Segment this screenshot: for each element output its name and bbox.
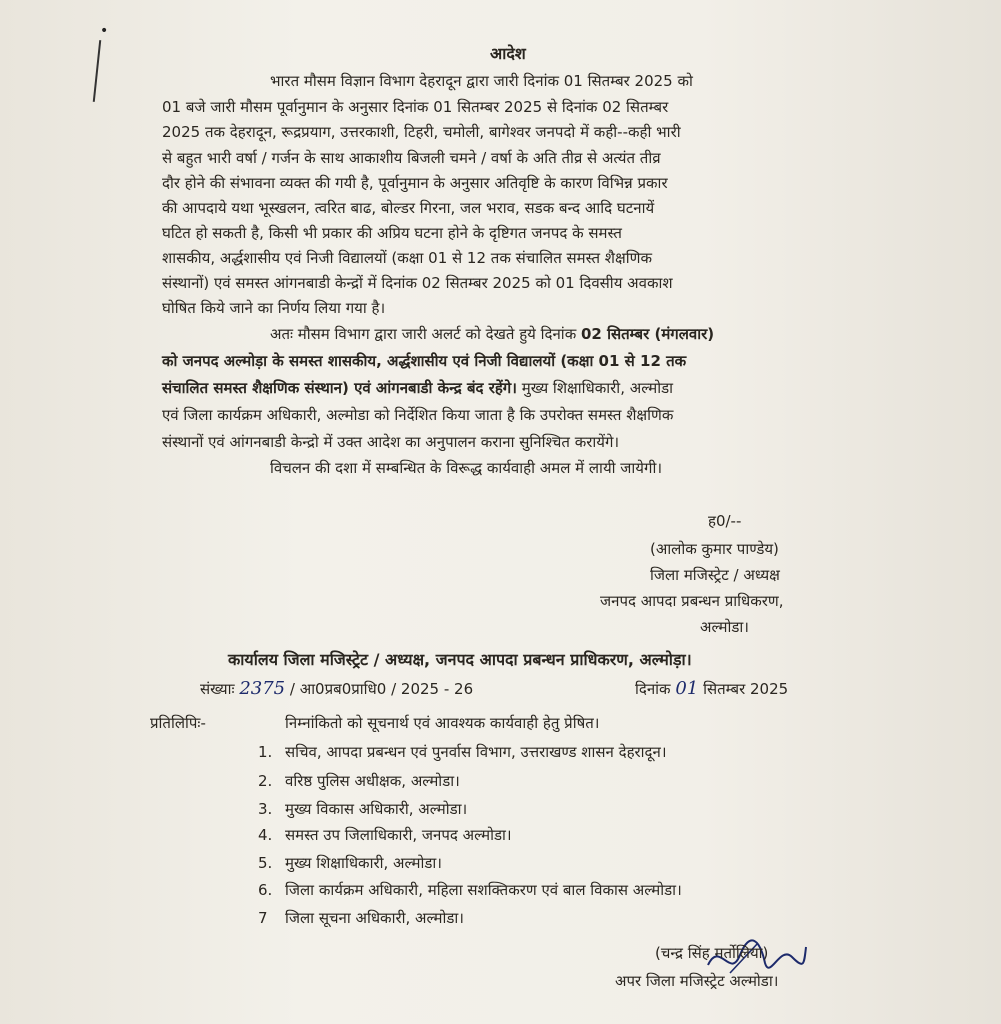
para2-line: एवं जिला कार्यक्रम अधिकारी, अल्मोडा को निर्देशित किया जाता है कि उपरोक्त समस्त शैक्षणिक — [162, 406, 674, 424]
reference-line — [200, 680, 473, 698]
reference-label: संख्याः — [200, 680, 235, 698]
list-item-num: 6. — [258, 881, 273, 899]
date-rest: सितम्बर 2025 — [703, 680, 789, 698]
copy-to-intro: निम्नांकितो को सूचनार्थ एवं आवश्यक कार्यवाही हेतु प्रेषित। — [285, 714, 600, 732]
signatory-designation: जिला मजिस्ट्रेट / अध्यक्ष — [650, 566, 780, 584]
list-item-num: 4. — [258, 826, 273, 844]
para1-line: दौर होने की संभावना व्यक्त की गयी है, पूर्वानुमान के अनुसार अतिवृष्टि के कारण विभिन्न प्रकार — [162, 174, 668, 192]
signed-mark: ह0/-- — [708, 512, 742, 530]
list-item-num: 7 — [258, 909, 268, 927]
para2-bold-text: संचालित समस्त शैक्षणिक संस्थान) एवं आंगनबाडी केन्द्र बंद रहेंगे। — [162, 379, 517, 397]
signatory-name: (आलोक कुमार पाण्डेय) — [650, 540, 779, 558]
para1-line: संस्थानों) एवं समस्त आंगनबाडी केन्द्रों में दिनांक 02 सितम्बर 2025 को 01 दिवसीय अवकाश — [162, 274, 673, 292]
para1-line: भारत मौसम विज्ञान विभाग देहरादून द्वारा जारी दिनांक 01 सितम्बर 2025 को — [270, 72, 693, 90]
list-item: वरिष्ठ पुलिस अधीक्षक, अल्मोडा। — [285, 772, 460, 790]
reference-code: / आ0प्रब0प्राधि0 / 2025 - 26 — [289, 680, 474, 698]
para1-line: घटित हो सकती है, किसी भी प्रकार की अप्रिय घटना होने के दृष्टिगत जनपद के समस्त — [162, 224, 622, 242]
para1-line: की आपदाये यथा भूस्खलन, त्वरित बाढ, बोल्डर गिरना, जल भराव, सडक बन्द आदि घटनायें — [162, 199, 655, 217]
office-heading: कार्यालय जिला मजिस्ट्रेट / अध्यक्ष, जनपद आपदा प्रबन्धन प्राधिकरण, अल्मोड़ा। — [228, 650, 692, 669]
list-item: मुख्य शिक्षाधिकारी, अल्मोडा। — [285, 854, 442, 872]
signatory-place: अल्मोडा। — [700, 618, 749, 636]
list-item: जिला सूचना अधिकारी, अल्मोडा। — [285, 909, 464, 927]
para1-line: शासकीय, अर्द्धशासीय एवं निजी विद्यालयों (कक्षा 01 से 12 तक संचालित समस्त शैक्षणिक — [162, 249, 652, 267]
second-signatory-name: (चन्द्र सिंह मर्तोलिया) — [655, 944, 769, 962]
list-item: मुख्य विकास अधिकारी, अल्मोडा। — [285, 800, 468, 818]
list-item: जिला कार्यक्रम अधिकारी, महिला सशक्तिकरण एवं बाल विकास अल्मोडा। — [285, 881, 682, 899]
list-item-num: 1. — [258, 743, 273, 761]
para2-text: मुख्य शिक्षाधिकारी, अल्मोडा — [521, 379, 674, 397]
handwritten-date: 01 — [675, 678, 699, 699]
copy-to-label: प्रतिलिपिः- — [150, 714, 206, 732]
para2-line — [270, 327, 714, 342]
page-mark: • — [100, 23, 109, 39]
para1-line: 2025 तक देहरादून, रूद्रप्रयाग, उत्तरकाशी, टिहरी, चमोली, बागेश्वर जनपदो में कही--कही भारी — [162, 123, 681, 141]
para2-line — [162, 381, 673, 396]
date-label: दिनांक — [635, 680, 671, 698]
reference-date — [635, 680, 788, 698]
handwritten-number: 2375 — [239, 678, 286, 699]
list-item: समस्त उप जिलाधिकारी, जनपद अल्मोडा। — [285, 826, 512, 844]
para2-line: संस्थानों एवं आंगनबाडी केन्द्रो में उक्त आदेश का अनुपालन कराना सुनिश्चित करायेंगे। — [162, 433, 620, 451]
para1-line: से बहुत भारी वर्षा / गर्जन के साथ आकाशीय बिजली चमने / वर्षा के अति तीव्र से अत्यंत तीव्र — [162, 149, 661, 167]
para3-line: विचलन की दशा में सम्बन्धित के विरूद्ध कार्यवाही अमल में लायी जायेगी। — [270, 459, 663, 477]
signatory-authority: जनपद आपदा प्रबन्धन प्राधिकरण, — [600, 592, 784, 610]
para2-bold-date: 02 सितम्बर (मंगलवार) — [581, 325, 715, 343]
para2-bold-line: को जनपद अल्मोड़ा के समस्त शासकीय, अर्द्धशासीय एवं निजी विद्यालयों (कक्षा 01 से 12 तक — [162, 352, 687, 370]
list-item: सचिव, आपदा प्रबन्धन एवं पुनर्वास विभाग, उत्तराखण्ड शासन देहरादून। — [285, 743, 667, 761]
list-item-num: 2. — [258, 772, 273, 790]
list-item-num: 5. — [258, 854, 273, 872]
second-signatory-designation: अपर जिला मजिस्ट्रेट अल्मोडा। — [615, 972, 779, 990]
para2-text: अतः मौसम विभाग द्वारा जारी अलर्ट को देखते हुये दिनांक — [270, 325, 577, 343]
para1-line: 01 बजे जारी मौसम पूर्वानुमान के अनुसार दिनांक 01 सितम्बर 2025 से दिनांक 02 सितम्बर — [162, 98, 669, 116]
list-item-num: 3. — [258, 800, 273, 818]
para1-line: घोषित किये जाने का निर्णय लिया गया है। — [162, 299, 386, 317]
margin-line — [93, 40, 101, 102]
order-title: आदेश — [490, 44, 526, 63]
